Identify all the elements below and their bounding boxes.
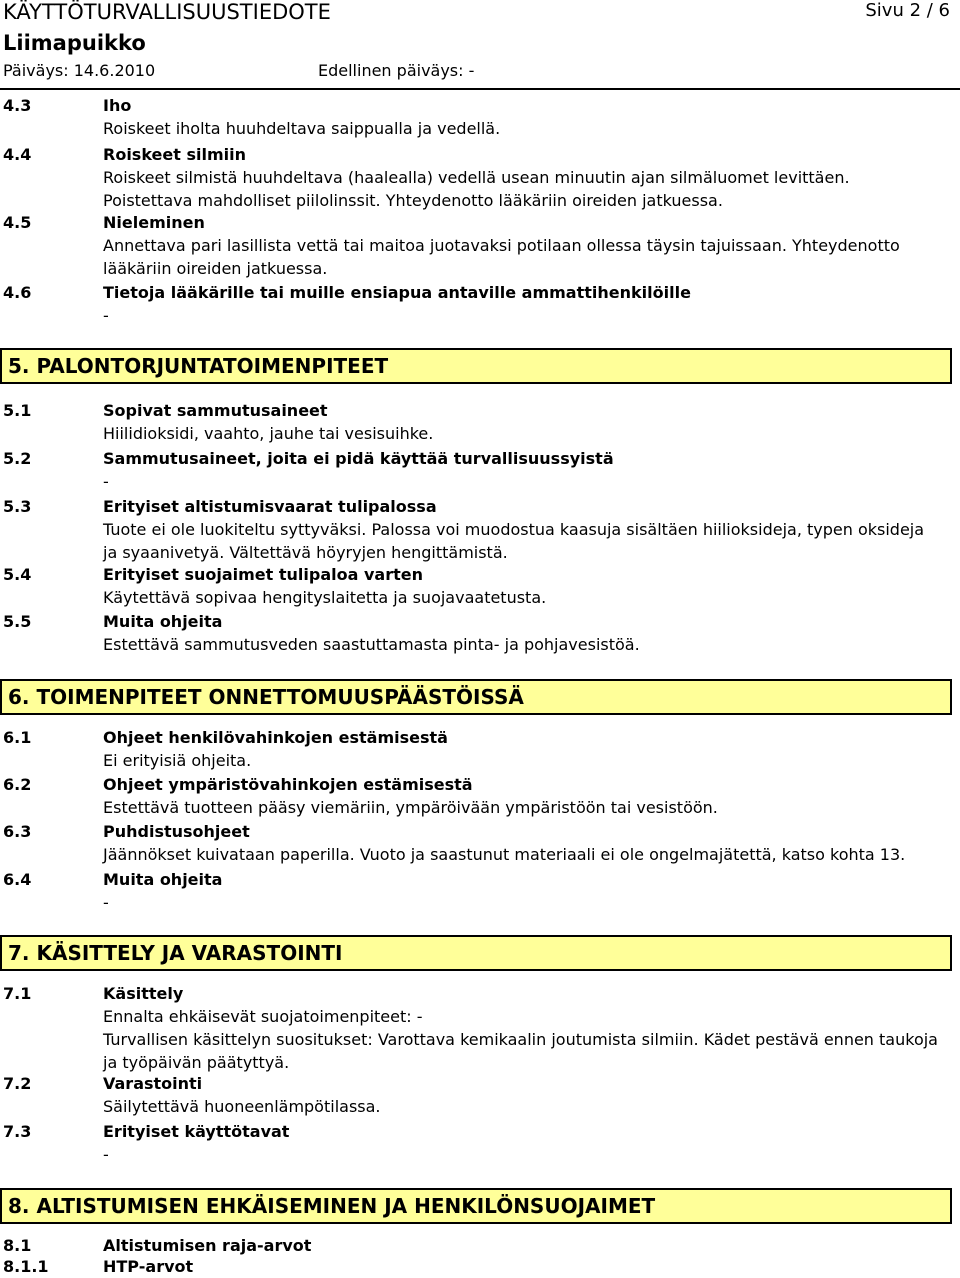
- item-4-6: [3, 281, 953, 327]
- section-header-5: 5. PALONTORJUNTATOIMENPITEET: [0, 348, 952, 384]
- item-number: 6.4: [3, 870, 32, 889]
- item-title: Ohjeet ympäristövahinkojen estämisestä: [103, 775, 473, 794]
- item-text: Ennalta ehkäisevät suojatoimenpiteet: -: [103, 1007, 423, 1026]
- item-title: Iho: [103, 96, 132, 115]
- page-number: Sivu 2 / 6: [865, 0, 950, 21]
- item-5-3: [3, 495, 953, 564]
- item-title: Puhdistusohjeet: [103, 822, 250, 841]
- item-5-1: [3, 399, 953, 445]
- item-text: -: [103, 893, 109, 912]
- document-title: KÄYTTÖTURVALLISUUSTIEDOTE: [3, 0, 331, 24]
- item-title: Muita ohjeita: [103, 612, 223, 631]
- section-header-6: 6. TOIMENPITEET ONNETTOMUUSPÄÄSTÖISSÄ: [0, 679, 952, 715]
- item-text: Käytettävä sopivaa hengityslaitetta ja suojavaatetusta.: [103, 588, 547, 607]
- item-title: Tietoja lääkärille tai muille ensiapua antaville ammattihenkilöille: [103, 283, 691, 302]
- item-title: Erityiset altistumisvaarat tulipalossa: [103, 497, 437, 516]
- item-number: 4.5: [3, 213, 32, 232]
- item-text: -: [103, 306, 109, 325]
- item-title: Varastointi: [103, 1074, 203, 1093]
- item-title: Nieleminen: [103, 213, 205, 232]
- item-title: Sopivat sammutusaineet: [103, 401, 328, 420]
- item-text: Estettävä tuotteen pääsy viemäriin, ympäröivään ympäristöön tai vesistöön.: [103, 798, 718, 817]
- item-text: Hiilidioksidi, vaahto, jauhe tai vesisuihke.: [103, 424, 434, 443]
- product-name: Liimapuikko: [3, 31, 146, 55]
- item-5-5: [3, 610, 953, 656]
- item-text: Säilytettävä huoneenlämpötilassa.: [103, 1097, 381, 1116]
- item-title: Roiskeet silmiin: [103, 145, 246, 164]
- issue-date: Päiväys: 14.6.2010: [3, 61, 156, 80]
- item-number: 4.3: [3, 96, 32, 115]
- item-number: 7.2: [3, 1074, 32, 1093]
- item-7-3: [3, 1120, 953, 1166]
- item-number: 6.1: [3, 728, 32, 747]
- item-text: Turvallisen käsittelyn suositukset: Varottava kemikaalin joutumista silmiin. Kädet pestävä ennen taukoja ja työpäivän päätyttyä.: [103, 1030, 938, 1072]
- item-title: Ohjeet henkilövahinkojen estämisestä: [103, 728, 448, 747]
- item-number: 8.1: [3, 1236, 32, 1255]
- item-number: 5.2: [3, 449, 32, 468]
- item-number: 4.4: [3, 145, 32, 164]
- item-4-5: [3, 211, 953, 280]
- item-number: 6.3: [3, 822, 32, 841]
- item-6-3: [3, 820, 953, 866]
- header-divider: [0, 88, 960, 90]
- item-number: 7.1: [3, 984, 32, 1003]
- item-title: Erityiset suojaimet tulipaloa varten: [103, 565, 423, 584]
- item-number: 5.5: [3, 612, 32, 631]
- item-title: Erityiset käyttötavat: [103, 1122, 290, 1141]
- item-text: Estettävä sammutusveden saastuttamasta pinta- ja pohjavesistöä.: [103, 635, 640, 654]
- section-header-8: 8. ALTISTUMISEN EHKÄISEMINEN JA HENKILÖNSUOJAIMET: [0, 1188, 952, 1224]
- item-title: Altistumisen raja-arvot: [103, 1236, 312, 1255]
- item-number: 5.4: [3, 565, 32, 584]
- section-header-7: 7. KÄSITTELY JA VARASTOINTI: [0, 935, 952, 971]
- item-number: 4.6: [3, 283, 32, 302]
- item-title: Käsittely: [103, 984, 184, 1003]
- item-6-1: [3, 726, 953, 772]
- item-text: Roiskeet iholta huuhdeltava saippualla ja vedellä.: [103, 119, 501, 138]
- item-7-1: [3, 982, 953, 1074]
- item-title: Sammutusaineet, joita ei pidä käyttää turvallisuussyistä: [103, 449, 614, 468]
- item-text: -: [103, 472, 109, 491]
- item-8-1: [3, 1234, 953, 1257]
- item-6-4: [3, 868, 953, 914]
- item-number: 8.1.1: [3, 1257, 49, 1276]
- item-5-2: [3, 447, 953, 493]
- item-text: Jäännökset kuivataan paperilla. Vuoto ja saastunut materiaali ei ole ongelmajätettä, katso kohta 13.: [103, 845, 906, 864]
- item-7-2: [3, 1072, 953, 1118]
- item-4-3: [3, 94, 953, 140]
- item-6-2: [3, 773, 953, 819]
- item-title: Muita ohjeita: [103, 870, 223, 889]
- item-5-4: [3, 563, 953, 609]
- item-number: 6.2: [3, 775, 32, 794]
- item-text: -: [103, 1145, 109, 1164]
- item-text: Tuote ei ole luokiteltu syttyväksi. Palossa voi muodostua kaasuja sisältäen hiilioksideja, typen oksideja ja syaanivetyä. Vältettävä höyryjen hengittämistä.: [103, 520, 925, 562]
- item-4-4: [3, 143, 953, 212]
- item-text: Ei erityisiä ohjeita.: [103, 751, 252, 770]
- item-text: Annettava pari lasillista vettä tai maitoa juotavaksi potilaan ollessa täysin tajuissaan. Yhteydenotto lääkäriin oireiden jatkuessa.: [103, 236, 900, 278]
- item-number: 5.1: [3, 401, 32, 420]
- previous-date: Edellinen päiväys: -: [318, 61, 475, 80]
- item-number: 7.3: [3, 1122, 32, 1141]
- item-text: Roiskeet silmistä huuhdeltava (haalealla) vedellä usean minuutin ajan silmäluomet levittäen. Poistettava mahdolliset piilolinssit. Yhteydenotto lääkäriin oireiden jatkuessa.: [103, 168, 850, 210]
- item-title: HTP-arvot: [103, 1257, 194, 1276]
- item-number: 5.3: [3, 497, 32, 516]
